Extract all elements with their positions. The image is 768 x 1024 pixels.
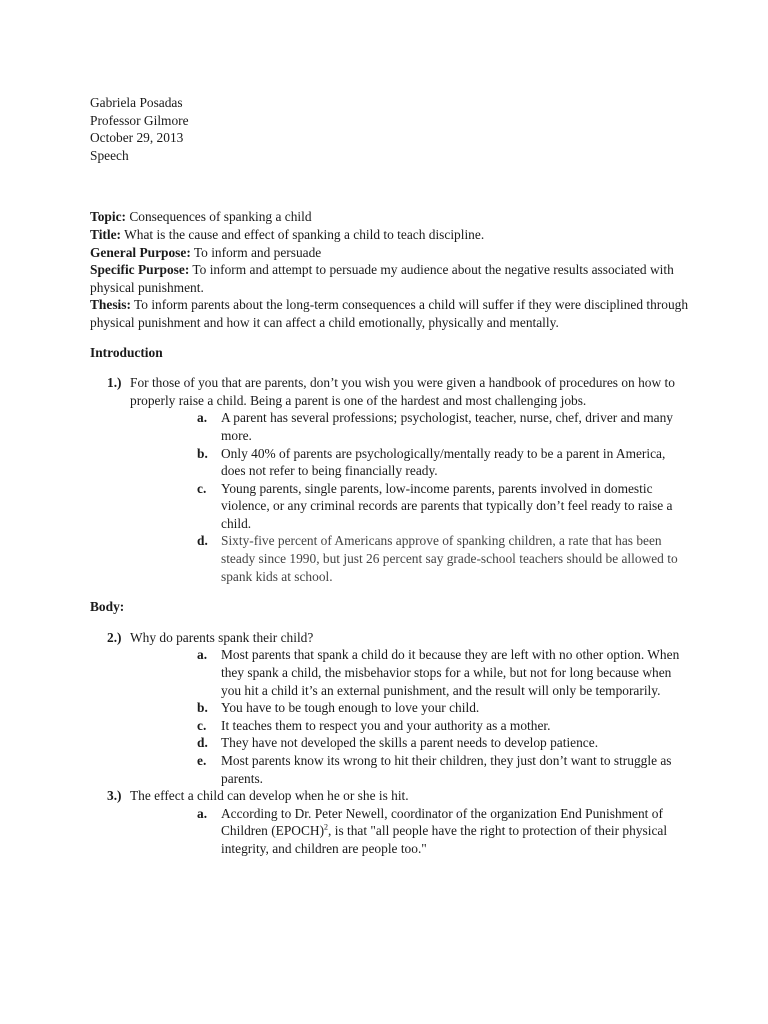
field-label: Title: xyxy=(90,226,121,242)
field-specific-purpose xyxy=(90,261,690,296)
list-item xyxy=(90,787,690,857)
document-date: October 29, 2013 xyxy=(90,130,184,146)
field-text: What is the cause and effect of spanking a child to teach discipline. xyxy=(121,226,485,242)
introduction-list xyxy=(90,374,690,585)
sub-text: A parent has several professions; psychologist, teacher, nurse, chef, driver and many more. xyxy=(221,410,673,443)
document-page xyxy=(90,94,690,858)
course-name: Speech xyxy=(90,147,129,163)
sub-letter: d. xyxy=(197,533,208,549)
field-general-purpose xyxy=(90,244,690,262)
field-text: To inform and persuade xyxy=(190,244,322,260)
item-number: 3.) xyxy=(107,788,122,804)
body-list xyxy=(90,629,690,858)
list-item xyxy=(90,629,690,787)
sub-letter: d. xyxy=(197,735,208,751)
sub-item xyxy=(130,805,690,858)
sub-text: They have not developed the skills a parent needs to develop patience. xyxy=(221,735,599,751)
sub-text: Most parents that spank a child do it because they are left with no other option. When they spank a child, the misbehavior stops for a while, but not for long because when you hit a child it’s an external punishment, and the result will only be temporarily. xyxy=(221,647,680,698)
sub-list xyxy=(130,409,690,585)
item-text: Why do parents spank their child? xyxy=(130,629,314,645)
sub-letter: c. xyxy=(197,717,207,733)
field-text: To inform and attempt to persuade my audience about the negative results associated with physical punishment. xyxy=(90,262,674,295)
list-item xyxy=(90,374,690,585)
sub-text: Most parents know its wrong to hit their children, they just don’t want to struggle as parents. xyxy=(221,753,672,786)
sub-text: It teaches them to respect you and your authority as a mother. xyxy=(221,717,551,733)
author-name: Gabriela Posadas xyxy=(90,95,183,110)
footnote-marker: 2 xyxy=(324,822,329,832)
sub-item xyxy=(130,717,690,735)
sub-letter: b. xyxy=(197,700,208,716)
sub-item xyxy=(130,699,690,717)
introduction-heading: Introduction xyxy=(90,344,163,360)
sub-text-after: , is that "all people have the right to protection of their physical integrity, and children are people too." xyxy=(221,823,668,856)
sub-item xyxy=(130,752,690,787)
sub-item xyxy=(130,646,690,699)
sub-list xyxy=(130,646,690,787)
item-text: For those of you that are parents, don’t you wish you were given a handbook of procedures on how to properly raise a child. Being a parent is one of the hardest and most challenging jobs. xyxy=(130,375,675,408)
sub-item xyxy=(130,734,690,752)
sub-letter: b. xyxy=(197,445,208,461)
item-number: 1.) xyxy=(107,375,122,391)
sub-item xyxy=(130,445,690,480)
sub-text: You have to be tough enough to love your child. xyxy=(221,700,480,716)
sub-item xyxy=(130,480,690,533)
item-text: The effect a child can develop when he or she is hit. xyxy=(130,788,409,804)
sub-text-before: According to Dr. Peter Newell, coordinator of the organization End Punishment of Children (EPOCH) xyxy=(221,805,663,839)
sub-letter: a. xyxy=(197,647,208,663)
sub-list xyxy=(130,805,690,858)
field-label: Thesis: xyxy=(90,297,131,313)
sub-text: Young parents, single parents, low-income parents, parents involved in domestic violence, or any criminal records are parents that typically don’t feel ready to raise a child. xyxy=(221,480,673,531)
field-label: Specific Purpose: xyxy=(90,262,190,278)
field-text: To inform parents about the long-term consequences a child will suffer if they were disciplined through physical punishment and how it can affect a child emotionally, physically and mentally. xyxy=(90,297,689,330)
sub-letter: a. xyxy=(197,805,208,821)
field-label: General Purpose: xyxy=(90,244,191,260)
item-number: 2.) xyxy=(107,629,122,645)
sub-letter: a. xyxy=(197,410,208,426)
field-title xyxy=(90,226,690,244)
field-text: Consequences of spanking a child xyxy=(125,209,312,225)
professor-name: Professor Gilmore xyxy=(90,112,189,128)
sub-text: Sixty-five percent of Americans approve of spanking children, a rate that has been steady since 1990, but just 26 percent say grade-school teachers should be allowed to spank kids at school. xyxy=(221,533,678,584)
document-header xyxy=(90,94,690,164)
field-thesis xyxy=(90,296,690,331)
field-label: Topic: xyxy=(90,209,126,225)
sub-text: Only 40% of parents are psychologically/mentally ready to be a parent in America, does not refer to being financially ready. xyxy=(221,445,666,479)
outline-fields xyxy=(90,208,690,331)
sub-letter: c. xyxy=(197,480,207,496)
sub-item xyxy=(130,409,690,444)
body-heading: Body: xyxy=(90,599,125,615)
field-topic xyxy=(90,208,690,226)
sub-letter: e. xyxy=(197,753,207,768)
sub-item xyxy=(130,532,690,585)
